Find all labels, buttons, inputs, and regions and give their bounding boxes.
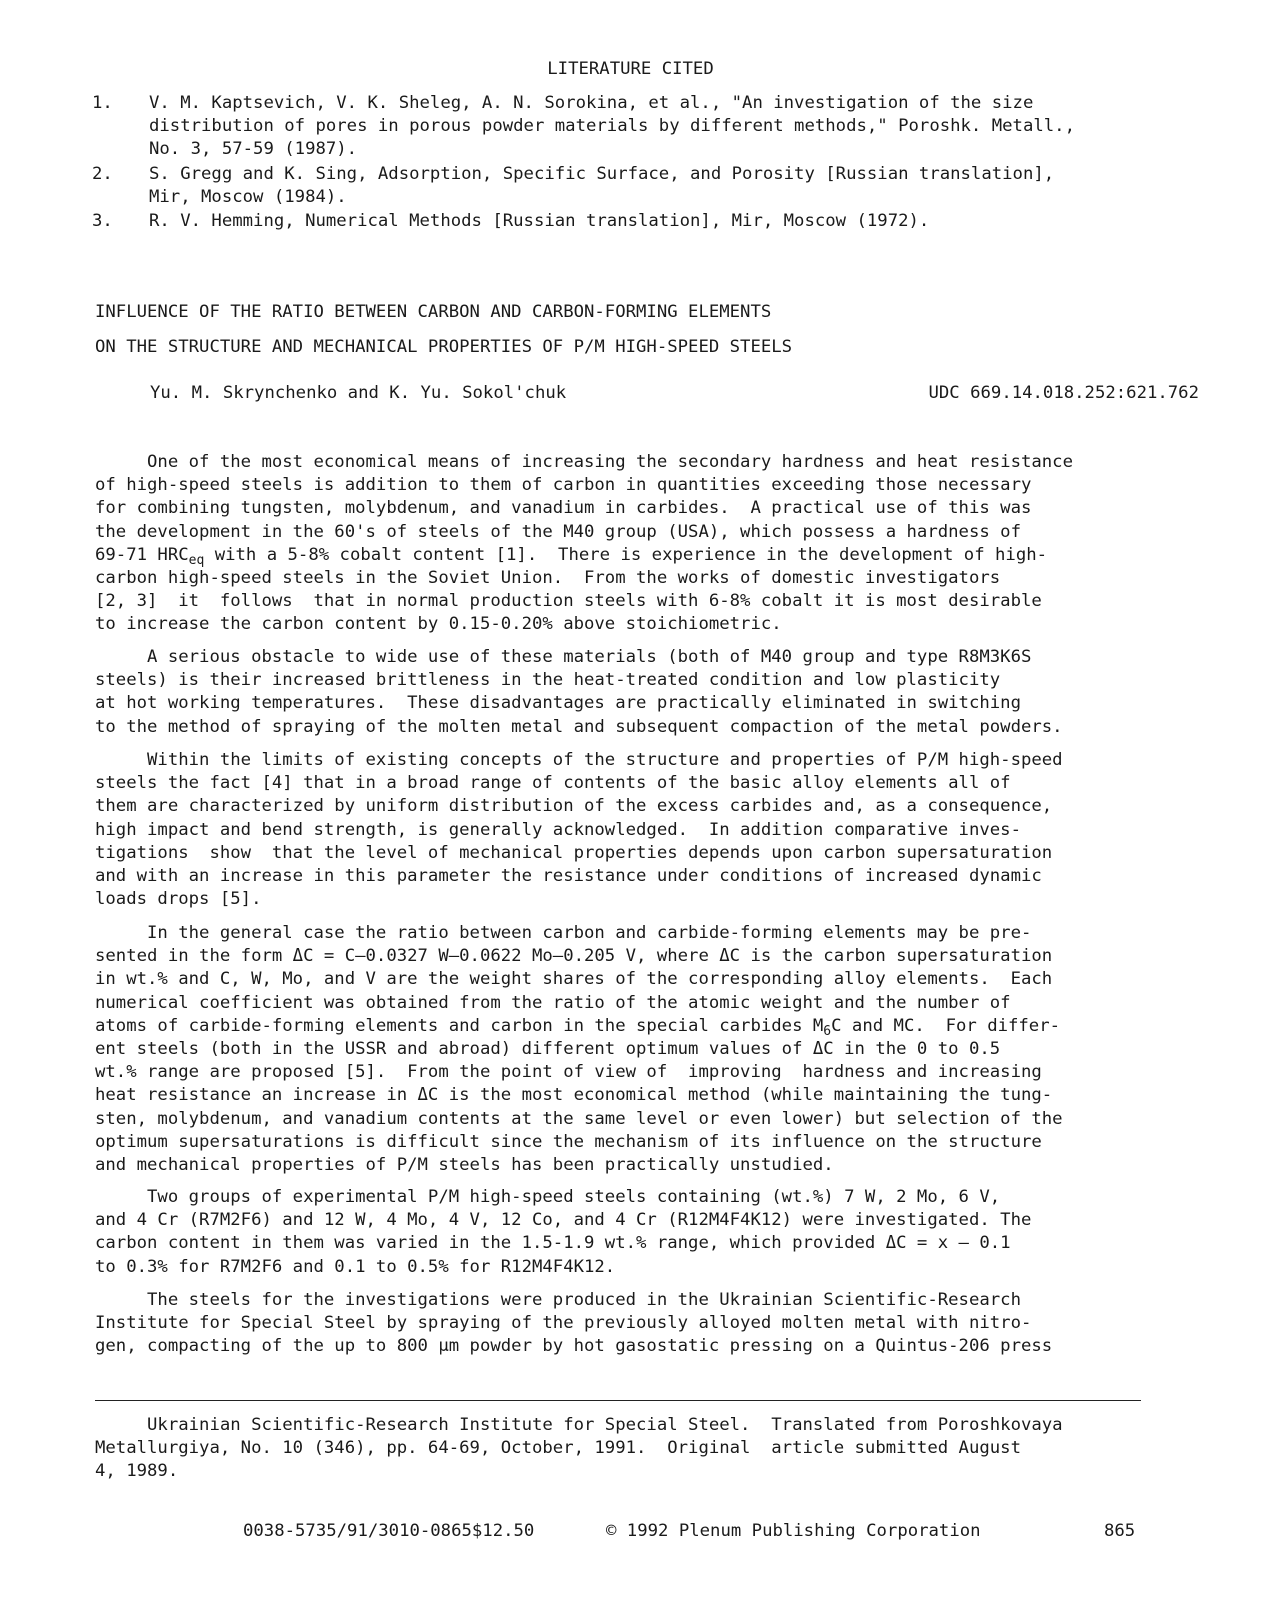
paragraph-line: Institute for Special Steel by spraying of the previously alloyed molten metal with nitro-	[95, 1313, 1032, 1334]
paragraph-line: Within the limits of existing concepts of the structure and properties of P/M high-speed	[95, 750, 1063, 770]
paragraph-line: A serious obstacle to wide use of these materials (both of M40 group and type R8M3K6S	[95, 647, 1032, 667]
article-authors: Yu. M. Skrynchenko and K. Yu. Sokol'chuk	[150, 383, 567, 403]
text-run: 69-71 HRC	[95, 544, 189, 565]
literature-cited-heading: LITERATURE CITED	[547, 59, 714, 79]
text-run: atoms of carbide-forming elements and carbon in the special carbides M	[95, 1015, 824, 1036]
paragraph-line: tigations show that the level of mechanical properties depends upon carbon supersaturation	[95, 842, 1053, 863]
footnote-line: 4, 1989.	[95, 1461, 179, 1482]
paragraph-6	[95, 1289, 1052, 1359]
page-number: 865	[1104, 1521, 1136, 1541]
footnote-line: Metallurgiya, No. 10 (346), pp. 64-69, October, 1991. Original article submitted August	[95, 1438, 1021, 1459]
paragraph-line: the development in the 60's of steels of the M40 group (USA), which possess a hardness of	[95, 521, 1021, 542]
paragraph-line: loads drops [5].	[95, 889, 262, 910]
paragraph-line: and mechanical properties of P/M steels has been practically unstudied.	[95, 1155, 834, 1176]
paragraph-line: steels) is their increased brittleness in the heat-treated condition and low plasticity	[95, 670, 1001, 691]
udc-code: UDC 669.14.018.252:621.762	[928, 383, 1199, 403]
paragraph-3	[95, 749, 1063, 911]
paragraph-line: numerical coefficient was obtained from the ratio of the atomic weight and the number of	[95, 992, 1011, 1013]
paragraph-5	[95, 1186, 1031, 1279]
reference-number: 2.	[92, 164, 113, 184]
paragraph-line: to 0.3% for R7M2F6 and 0.1 to 0.5% for R12M4F4K12.	[95, 1256, 616, 1277]
reference-number: 3.	[92, 211, 113, 231]
paragraph-4	[95, 922, 1063, 1177]
paragraph-line: carbon content in them was varied in the 1.5-1.9 wt.% range, which provided ΔC = x – 0.1	[95, 1233, 1011, 1254]
text-run: C and MC. For differ-	[831, 1015, 1061, 1036]
paragraph-line: gen, compacting of the up to 800 μm powder by hot gasostatic pressing on a Quintus-206 press	[95, 1336, 1053, 1357]
paragraph-line: sten, molybdenum, and vanadium contents at the same level or even lower) but selection of the	[95, 1108, 1063, 1129]
footnote-divider	[95, 1400, 1141, 1401]
text-run: with a 5-8% cobalt content [1]. There is experience in the development of high-	[204, 544, 1048, 565]
paragraph-line: optimum supersaturations is difficult since the mechanism of its influence on the structure	[95, 1131, 1042, 1152]
reference-text: V. M. Kaptsevich, V. K. Sheleg, A. N. Sorokina, et al., "An investigation of the size distribution of pores in porous powder materials by different methods," Poroshk. Metall., No. 3, 57-59 (1987).	[149, 93, 1075, 160]
paragraph-line: carbon high-speed steels in the Soviet Union. From the works of domestic investigators	[95, 568, 1001, 589]
paragraph-line: [2, 3] it follows that in normal production steels with 6-8% cobalt it is most desirable	[95, 591, 1042, 612]
paragraph-line: high impact and bend strength, is generally acknowledged. In addition comparative inves-	[95, 819, 1021, 840]
paragraph-line: for combining tungsten, molybdenum, and vanadium in carbides. A practical use of this was	[95, 498, 1032, 519]
footnote-line: Ukrainian Scientific-Research Institute for Special Steel. Translated from Poroshkovaya	[95, 1415, 1063, 1435]
paragraph-line	[95, 1015, 1063, 1038]
paragraph-line: them are characterized by uniform distribution of the excess carbides and, as a consequence,	[95, 796, 1053, 817]
footnote	[95, 1414, 1063, 1484]
paragraph-line: and 4 Cr (R7M2F6) and 12 W, 4 Mo, 4 V, 12 Co, and 4 Cr (R12M4F4K12) were investigated. The	[95, 1210, 1032, 1231]
article-title-line-2: ON THE STRUCTURE AND MECHANICAL PROPERTIES OF P/M HIGH-SPEED STEELS	[95, 337, 793, 357]
paragraph-line: steels the fact [4] that in a broad range of contents of the basic alloy elements all of	[95, 773, 1011, 794]
paragraph-line: ent steels (both in the USSR and abroad) different optimum values of ΔC in the 0 to 0.5	[95, 1039, 1001, 1060]
reference-number: 1.	[92, 93, 113, 113]
copyright-notice: © 1992 Plenum Publishing Corporation	[606, 1521, 981, 1541]
paragraph-line: In the general case the ratio between carbon and carbide-forming elements may be pre-	[95, 923, 1032, 943]
paragraph-line	[95, 544, 1073, 567]
paragraph-line: to the method of spraying of the molten metal and subsequent compaction of the metal powders.	[95, 716, 1063, 737]
subscript: eq	[188, 552, 205, 568]
reference-text: R. V. Hemming, Numerical Methods [Russian translation], Mir, Moscow (1972).	[149, 211, 930, 231]
paragraph-line: sented in the form ΔC = C–0.0327 W–0.0622 Mo–0.205 V, where ΔC is the carbon supersaturation	[95, 946, 1053, 967]
paragraph-line: to increase the carbon content by 0.15-0.20% above stoichiometric.	[95, 614, 782, 635]
paragraph-line: at hot working temperatures. These disadvantages are practically eliminated in switching	[95, 693, 1021, 714]
paragraph-line: in wt.% and C, W, Mo, and V are the weight shares of the corresponding alloy elements. Each	[95, 969, 1053, 990]
reference-text: S. Gregg and K. Sing, Adsorption, Specific Surface, and Porosity [Russian translation], Mir, Moscow (1984).	[149, 164, 1055, 208]
article-title-line-1: INFLUENCE OF THE RATIO BETWEEN CARBON AND CARBON-FORMING ELEMENTS	[95, 302, 772, 322]
paragraph-line: heat resistance an increase in ΔC is the most economical method (while maintaining the tung-	[95, 1085, 1053, 1106]
paragraph-1	[95, 451, 1073, 637]
paragraph-line: wt.% range are proposed [5]. From the point of view of improving hardness and increasing	[95, 1062, 1042, 1083]
paragraph-line: The steels for the investigations were produced in the Ukrainian Scientific-Research	[95, 1290, 1021, 1310]
paragraph-2	[95, 646, 1063, 739]
issn-price-code: 0038-5735/91/3010-0865$12.50	[243, 1521, 535, 1541]
paragraph-line: Two groups of experimental P/M high-speed steels containing (wt.%) 7 W, 2 Mo, 6 V,	[95, 1187, 1001, 1207]
paragraph-line: and with an increase in this parameter the resistance under conditions of increased dynamic	[95, 866, 1042, 887]
paragraph-line: One of the most economical means of increasing the secondary hardness and heat resistance	[95, 452, 1073, 472]
subscript: 6	[823, 1023, 832, 1039]
paragraph-line: of high-speed steels is addition to them of carbon in quantities exceeding those necessary	[95, 475, 1032, 496]
